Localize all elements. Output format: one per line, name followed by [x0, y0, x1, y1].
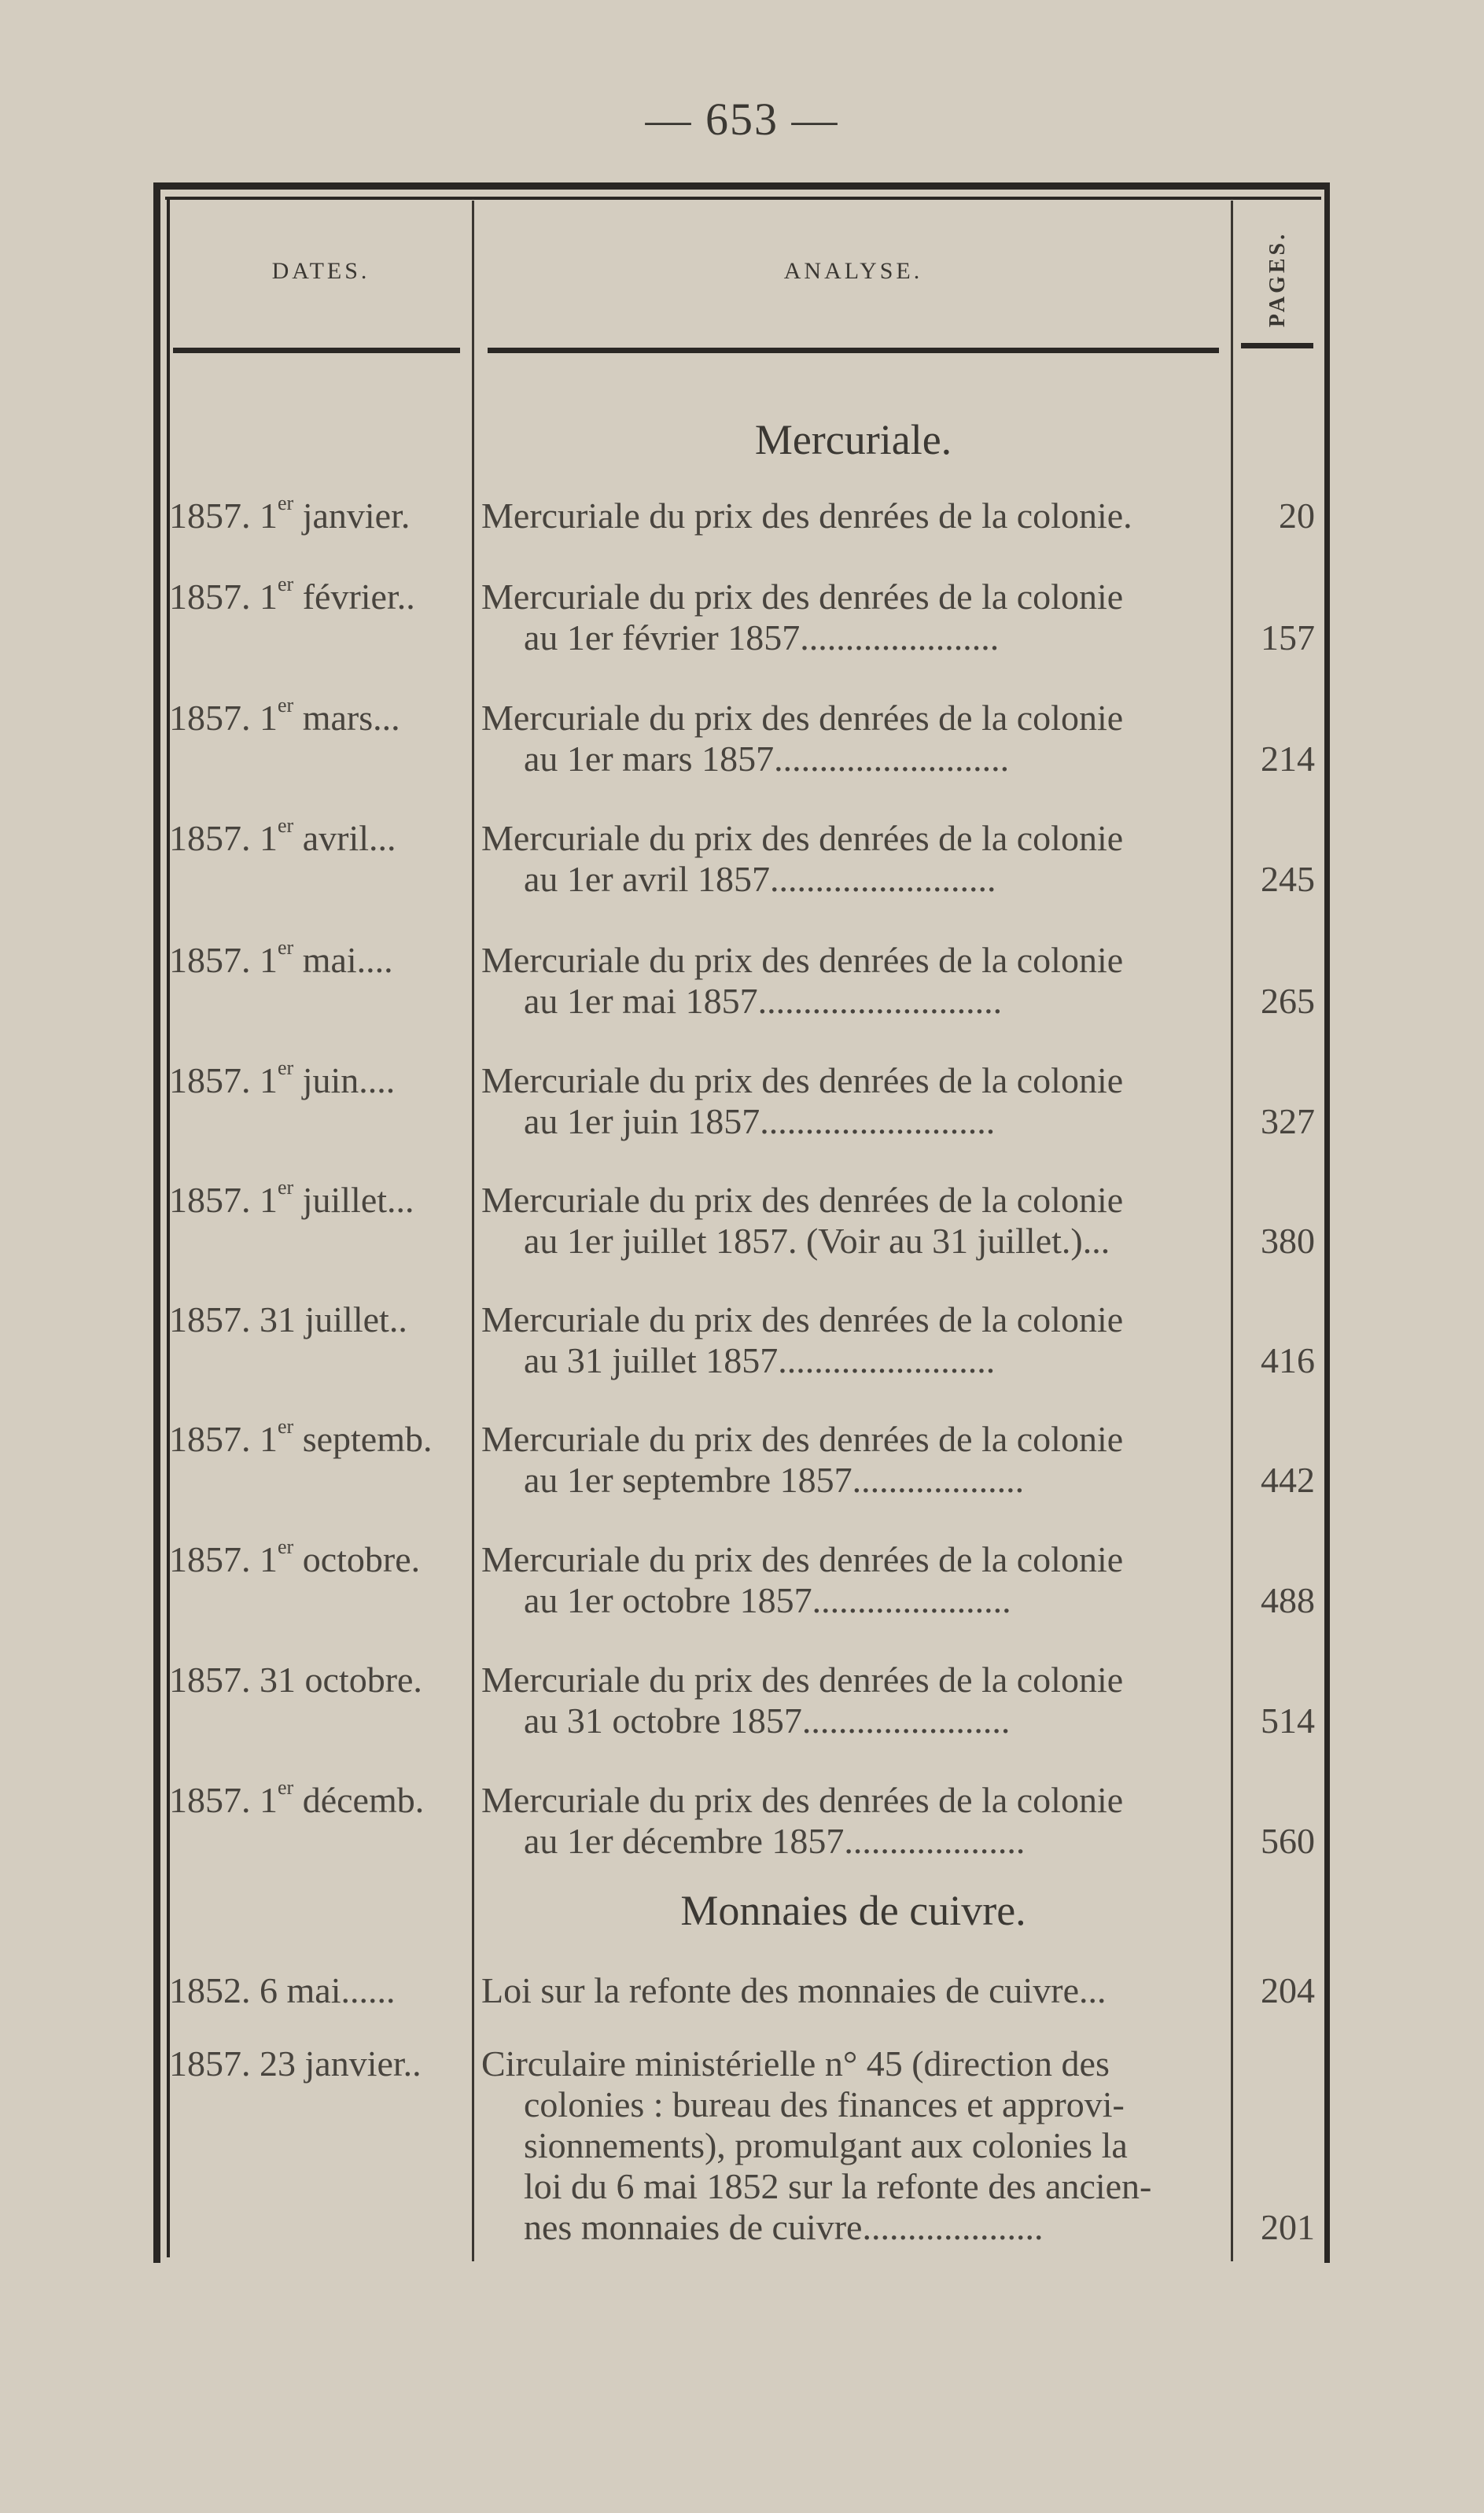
row-page: 204 [1261, 1970, 1315, 2010]
description-line: au 31 octobre 1857....................... [524, 1701, 1011, 1741]
description-line: loi du 6 mai 1852 sur la refonte des ancien- [524, 2166, 1152, 2206]
row-date: 1857. 31 juillet.. [169, 1299, 407, 1339]
row-description [481, 1970, 1227, 2011]
header-rule-dates [173, 348, 460, 353]
description-line: au 1er septembre 1857................... [524, 1460, 1025, 1500]
description-line: au 1er février 1857...................... [524, 617, 1000, 658]
row-date: 1857. 1er mai.... [169, 936, 393, 980]
row-date: 1857. 1er février.. [169, 573, 415, 617]
row-date: 1857. 1er juillet... [169, 1176, 414, 1220]
row-page: 514 [1261, 1701, 1315, 1741]
description-line: au 1er décembre 1857.................... [524, 1821, 1026, 1861]
header-rule-analyse [488, 348, 1219, 353]
description-line: Mercuriale du prix des denrées de la colonie [481, 1180, 1124, 1220]
description-line: au 1er avril 1857......................... [524, 859, 996, 899]
description-line: au 1er mai 1857........................... [524, 981, 1003, 1021]
row-page: 245 [1261, 859, 1315, 899]
header-pages: PAGES. [1265, 230, 1290, 328]
row-description [481, 1780, 1227, 1862]
description-line: au 1er octobre 1857...................... [524, 1580, 1011, 1620]
row-description [481, 698, 1227, 779]
row-page: 416 [1261, 1340, 1315, 1380]
description-line: Circulaire ministérielle n° 45 (direction des [481, 2043, 1110, 2084]
column-divider-dates [472, 201, 474, 2261]
row-page: 265 [1261, 981, 1315, 1021]
row-date: 1857. 1er octobre. [169, 1535, 421, 1579]
row-description [481, 1660, 1227, 1741]
row-description [481, 1419, 1227, 1501]
row-date: 1857. 1er mars... [169, 694, 400, 738]
row-description [481, 1180, 1227, 1262]
table-inner-top-rule [165, 197, 1321, 200]
description-line: Mercuriale du prix des denrées de la colonie [481, 1060, 1124, 1100]
row-description [481, 577, 1227, 658]
row-description [481, 496, 1227, 536]
row-date: 1857. 1er juin.... [169, 1056, 396, 1100]
row-page: 20 [1279, 496, 1315, 536]
row-page: 488 [1261, 1580, 1315, 1620]
description-line: Loi sur la refonte des monnaies de cuivre... [481, 1970, 1107, 2010]
header-dates: DATES. [271, 258, 370, 284]
description-line: au 1er mars 1857.......................... [524, 739, 1010, 779]
header-pages-cell [1243, 220, 1313, 338]
row-page: 327 [1261, 1101, 1315, 1141]
section-title-mercuriale: Mercuriale. [754, 416, 952, 463]
row-page: 442 [1261, 1460, 1315, 1500]
row-page: 157 [1261, 617, 1315, 658]
row-description [481, 818, 1227, 900]
row-description [481, 2043, 1227, 2248]
description-line: Mercuriale du prix des denrées de la colonie [481, 577, 1124, 617]
description-line: colonies : bureau des finances et approvi- [524, 2084, 1125, 2124]
description-line: Mercuriale du prix des denrées de la colonie [481, 698, 1124, 738]
row-page: 560 [1261, 1821, 1315, 1861]
description-line: Mercuriale du prix des denrées de la colonie [481, 1299, 1124, 1339]
description-line: Mercuriale du prix des denrées de la colonie [481, 940, 1124, 980]
row-description [481, 1060, 1227, 1142]
row-date: 1857. 1er avril... [169, 814, 396, 858]
row-page: 214 [1261, 739, 1315, 779]
description-line: nes monnaies de cuivre.................... [524, 2207, 1044, 2247]
page-number: — 653 — [645, 94, 839, 145]
row-description [481, 1299, 1227, 1381]
header-analyse: ANALYSE. [783, 258, 923, 284]
row-date: 1857. 31 octobre. [169, 1660, 422, 1700]
description-line: au 1er juin 1857.......................... [524, 1101, 996, 1141]
column-divider-pages [1231, 201, 1233, 2261]
description-line: Mercuriale du prix des denrées de la colonie [481, 1660, 1124, 1700]
row-date: 1857. 1er janvier. [169, 492, 411, 536]
row-page: 380 [1261, 1221, 1315, 1261]
row-date: 1857. 1er septemb. [169, 1415, 433, 1459]
description-line: au 31 juillet 1857........................ [524, 1340, 996, 1380]
row-description [481, 940, 1227, 1022]
description-line: Mercuriale du prix des denrées de la colonie [481, 1780, 1124, 1820]
description-line: Mercuriale du prix des denrées de la colonie. [481, 496, 1132, 536]
row-date: 1857. 23 janvier.. [169, 2043, 422, 2084]
description-line: Mercuriale du prix des denrées de la colonie [481, 1539, 1124, 1579]
row-description [481, 1539, 1227, 1621]
description-line: sionnements), promulgant aux colonies la [524, 2125, 1128, 2165]
description-line: au 1er juillet 1857. (Voir au 31 juillet.)... [524, 1221, 1110, 1261]
header-rule-pages [1241, 343, 1313, 348]
description-line: Mercuriale du prix des denrées de la colonie [481, 818, 1124, 858]
section-title-monnaies: Monnaies de cuivre. [680, 1887, 1026, 1934]
row-page: 201 [1261, 2207, 1315, 2247]
row-date: 1852. 6 mai...... [169, 1970, 396, 2010]
row-date: 1857. 1er décemb. [169, 1776, 425, 1820]
description-line: Mercuriale du prix des denrées de la colonie [481, 1419, 1124, 1459]
